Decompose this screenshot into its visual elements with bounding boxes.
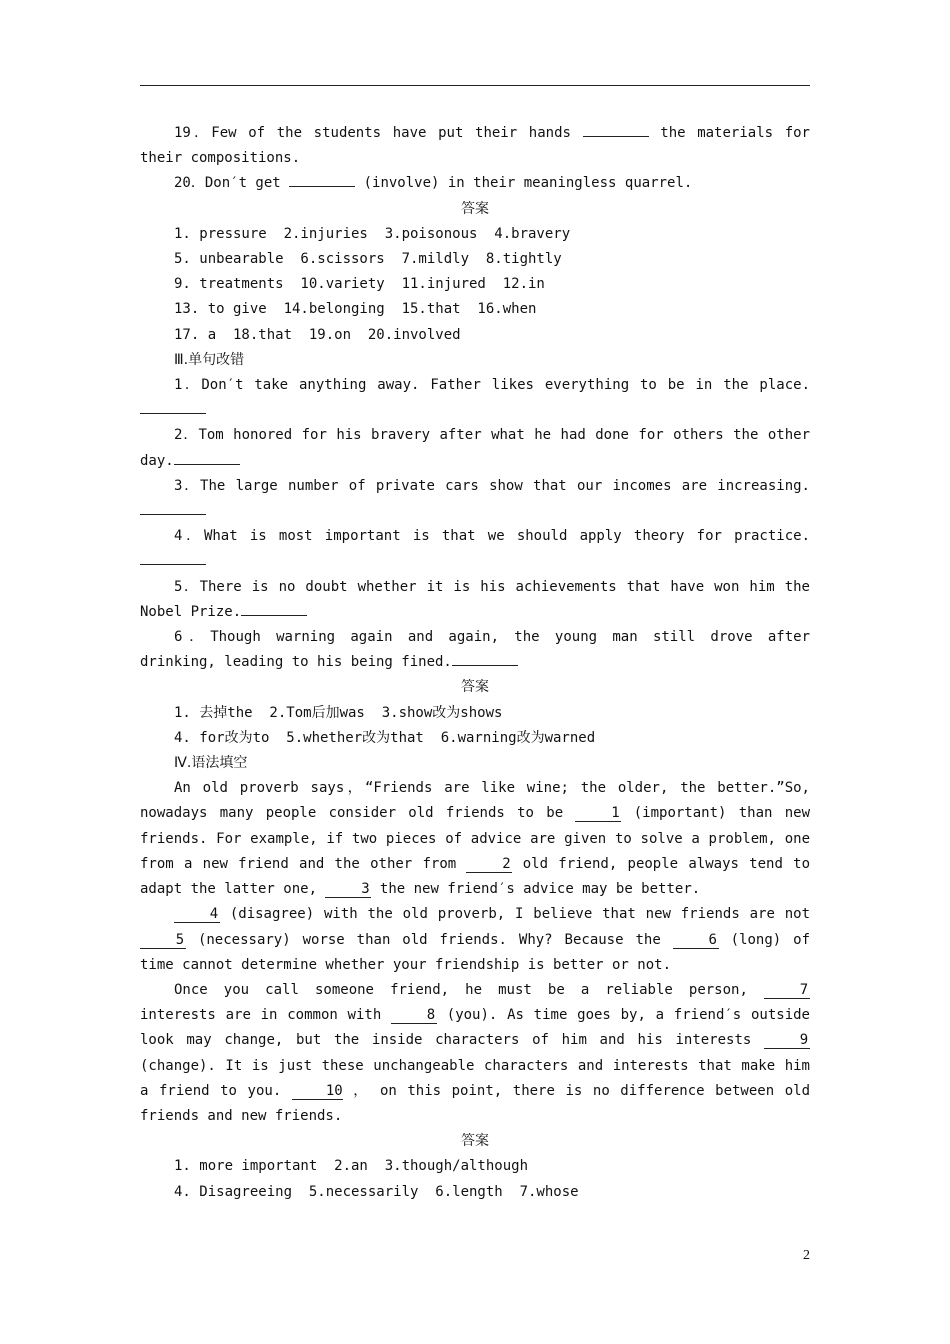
answer-line: 5. unbearable 6.scissors 7.mildly 8.tightly — [174, 251, 562, 268]
correction-item: 4．What is most important is that we should apply theory for practice. — [140, 524, 810, 574]
numbered-blank[interactable]: 2 — [466, 856, 512, 873]
answer-blank[interactable] — [174, 449, 240, 465]
answer-line: 17. a 18.that 19.on 20.involved — [174, 326, 461, 343]
numbered-blank[interactable]: 8 — [391, 1007, 437, 1024]
numbered-blank[interactable]: 1 — [575, 805, 621, 822]
answer-blank[interactable] — [241, 600, 307, 616]
numbered-blank[interactable]: 9 — [764, 1032, 810, 1049]
answer-blank[interactable] — [452, 650, 518, 666]
numbered-blank[interactable]: 4 — [174, 906, 220, 923]
answer-blank[interactable] — [289, 171, 355, 187]
question-20: 20．Don′t get (involve) in their meaningless quarrel. — [140, 171, 810, 196]
section-heading: Ⅲ.单句改错 — [174, 351, 245, 368]
answer-line: 1. 去掉the 2.Tom后加was 3.show改为shows — [174, 704, 503, 721]
answer-line: 9. treatments 10.variety 11.injured 12.in — [174, 276, 545, 293]
numbered-blank[interactable]: 5 — [140, 932, 186, 949]
header-rule — [140, 85, 810, 86]
correction-item: 5．There is no doubt whether it is his achievements that have won him the Nobel Prize. — [140, 578, 810, 620]
document-body — [140, 121, 810, 1205]
correction-item: 3．The large number of private cars show that our incomes are increasing. — [140, 474, 810, 524]
correction-item: 1．Don′t take anything away. Father likes everything to be in the place. — [140, 373, 810, 423]
answer-title: 答案 — [461, 1133, 489, 1150]
numbered-blank[interactable]: 10 — [292, 1083, 343, 1100]
answer-line: 13. to give 14.belonging 15.that 16.when — [174, 301, 537, 318]
answer-line: 1. pressure 2.injuries 3.poisonous 4.bravery — [174, 225, 571, 242]
cloze-paragraph-2: 4 (disagree) with the old proverb, I believe that new friends are not 5 (necessary) worse than old friends. Why? Because the 6 (long) of time cannot determine whether your friendship is better or not. — [140, 906, 811, 973]
answer-blank[interactable] — [140, 549, 206, 565]
answer-line: 4. for改为to 5.whether改为that 6.warning改为warned — [174, 729, 596, 746]
correction-item: 6．Though warning again and again, the young man still drove after drinking, leading to his being fined. — [140, 629, 810, 671]
numbered-blank[interactable]: 7 — [764, 982, 810, 999]
answer-title: 答案 — [461, 200, 489, 217]
answer-blank[interactable] — [140, 398, 206, 414]
cloze-paragraph-3: Once you call someone friend, he must be a reliable person, 7 interests are in common with 8 (you). As time goes by, a friend′s outside look may change, but the inside characters of him and his interests 9 (change). It is just these unchangeable characters and interests that make him a friend to you. 10 ， on this point, there is no difference between old friends and new friends. — [140, 981, 810, 1124]
cloze-paragraph-1: An old proverb says，“Friends are like wine; the older, the better.”So, nowadays many people consider old friends to be 1 (important) than new friends. For example, if two pieces of advice are given to solve a problem, one from a new friend and the other from 2 old friend, people always tend to adapt the latter one, 3 the new friend′s advice may be better. — [140, 780, 811, 898]
answer-title: 答案 — [461, 679, 489, 696]
numbered-blank[interactable]: 3 — [325, 881, 371, 898]
answer-line: 4. Disagreeing 5.necessarily 6.length 7.whose — [174, 1183, 579, 1200]
section-heading: Ⅳ.语法填空 — [174, 755, 248, 772]
correction-item: 2．Tom honored for his bravery after what he had done for others the other day. — [140, 427, 810, 469]
question-19: 19．Few of the students have put their hands the materials for their compositions. — [140, 121, 810, 171]
answer-blank[interactable] — [583, 121, 649, 137]
page-number: 2 — [803, 1248, 810, 1263]
answer-line: 1. more important 2.an 3.though/although — [174, 1158, 529, 1175]
numbered-blank[interactable]: 6 — [673, 932, 719, 949]
answer-blank[interactable] — [140, 499, 206, 515]
